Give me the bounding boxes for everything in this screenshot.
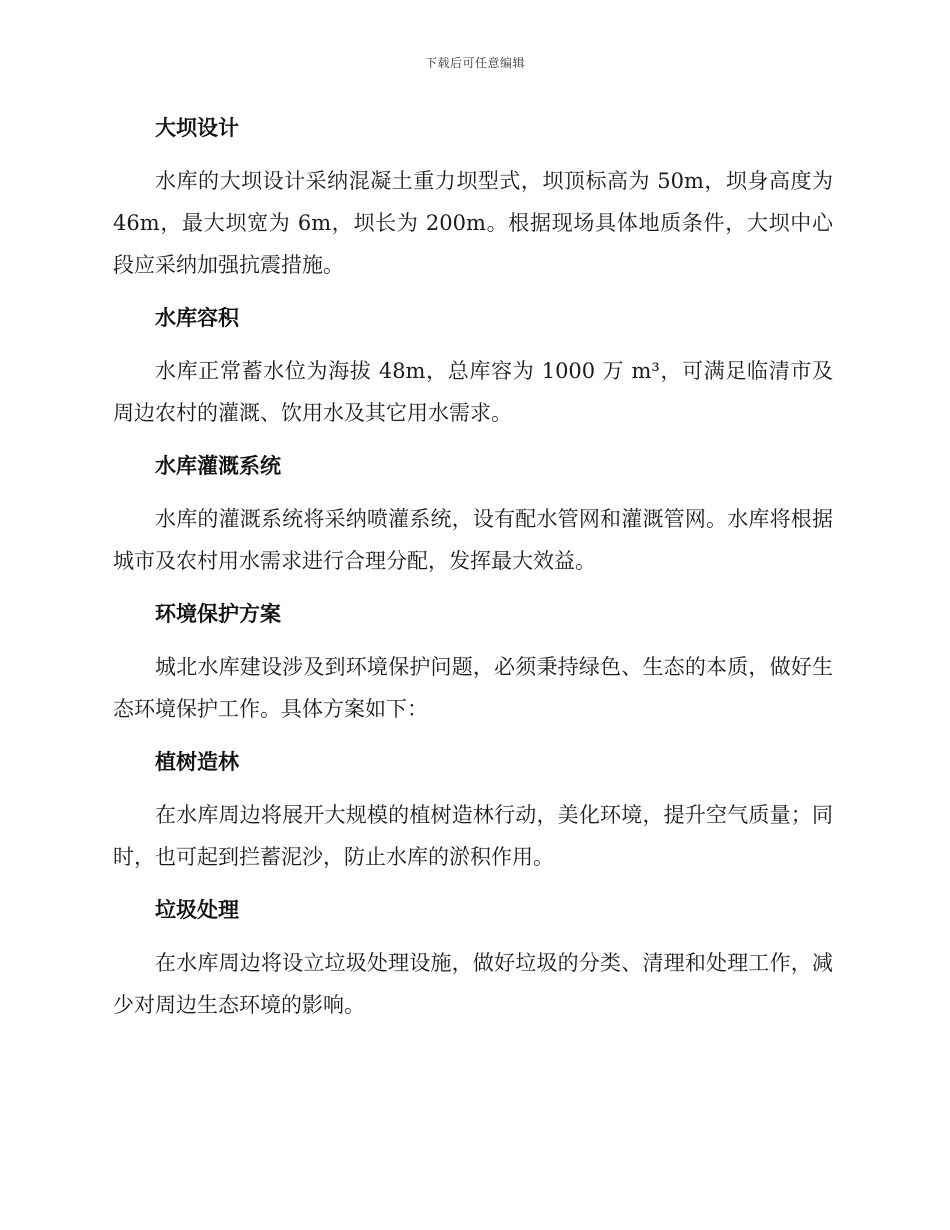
section-heading: 水库容积: [155, 306, 239, 330]
section-heading: 垃圾处理: [155, 898, 239, 922]
section-paragraph: 城北水库建设涉及到环境保护问题，必须秉持绿色、生态的本质，做好生态环境保护工作。具体方案如下：: [113, 655, 833, 721]
section-paragraph: 水库正常蓄水位为海拔 48m，总库容为 1000 万 m³，可满足临清市及周边农村的灌溉、饮用水及其它用水需求。: [113, 359, 833, 425]
section-afforestation: [113, 742, 833, 878]
section-heading: 植树造林: [155, 750, 239, 774]
section-dam-design: [113, 108, 833, 286]
section-paragraph: 水库的灌溉系统将采纳喷灌系统，设有配水管网和灌溉管网。水库将根据城市及农村用水需求进行合理分配，发挥最大效益。: [113, 507, 833, 573]
section-environmental-protection: [113, 594, 833, 730]
section-heading: 水库灌溉系统: [155, 454, 281, 478]
header-note: 下载后可任意编辑: [424, 56, 525, 70]
section-paragraph: 在水库周边将展开大规模的植树造林行动，美化环境，提升空气质量；同时，也可起到拦蓄泥沙，防止水库的淤积作用。: [113, 803, 833, 869]
document-body: [113, 108, 833, 1038]
section-heading: 大坝设计: [155, 116, 239, 140]
section-waste-treatment: [113, 890, 833, 1026]
section-paragraph: 水库的大坝设计采纳混凝土重力坝型式，坝顶标高为 50m，坝身高度为 46m，最大坝宽为 6m，坝长为 200m。根据现场具体地质条件，大坝中心段应采纳加强抗震措施。: [113, 169, 833, 277]
section-reservoir-capacity: [113, 298, 833, 434]
section-irrigation-system: [113, 446, 833, 582]
section-paragraph: 在水库周边将设立垃圾处理设施，做好垃圾的分类、清理和处理工作，减少对周边生态环境的影响。: [113, 951, 833, 1017]
section-heading: 环境保护方案: [155, 602, 281, 626]
